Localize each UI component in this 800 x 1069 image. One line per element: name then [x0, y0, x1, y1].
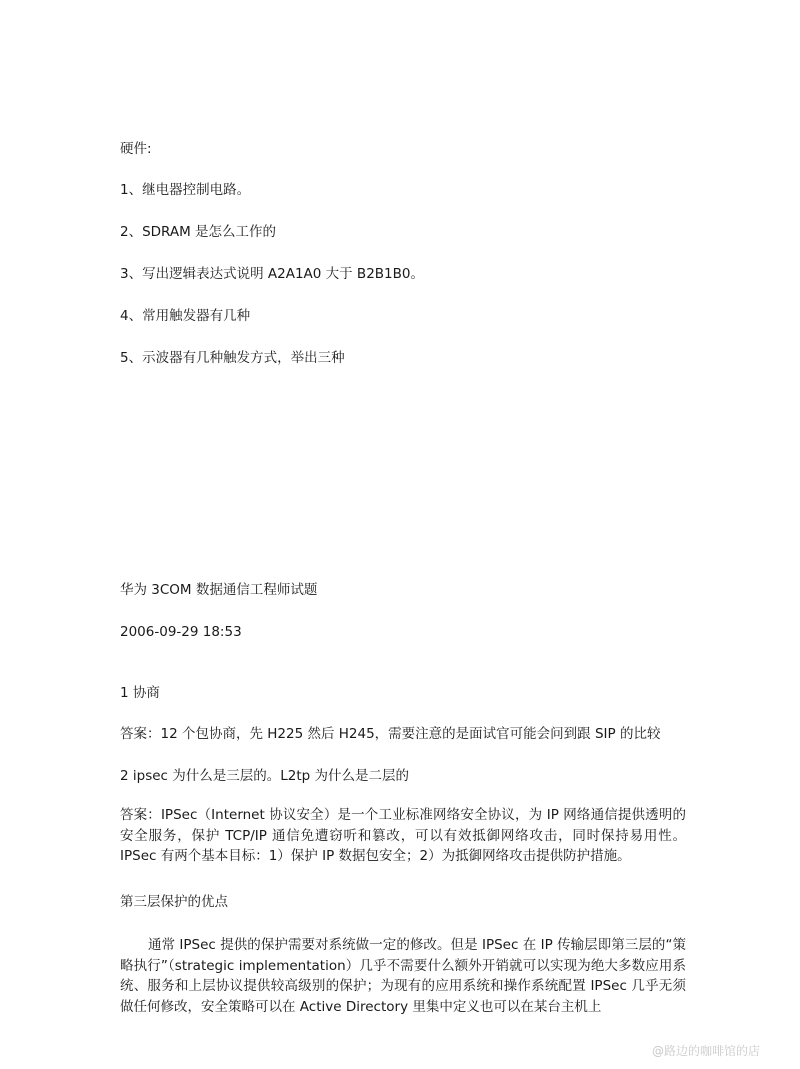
- hardware-item-5: 5、示波器有几种触发方式，举出三种: [120, 350, 345, 366]
- article-title: 华为 3COM 数据通信工程师试题: [120, 582, 318, 598]
- answer-2: 答案：IPSec（Internet 协议安全）是一个工业标准网络安全协议，为 IP 网络通信提供透明的安全服务，保护 TCP/IP 通信免遭窃听和篡改，可以有效抵御网络攻击，同时保持易用性。IPSec 有两个基本目标：1）保护 IP 数据包安全；2）为抵御网络攻击提供防护措施。: [120, 807, 686, 864]
- question-1: 1 协商: [120, 685, 160, 701]
- hardware-item-4: 4、常用触发器有几种: [120, 308, 251, 324]
- question-2: 2 ipsec 为什么是三层的。L2tp 为什么是二层的: [120, 768, 410, 784]
- hardware-item-2: 2、SDRAM 是怎么工作的: [120, 224, 277, 240]
- hardware-item-1: 1、继电器控制电路。: [120, 182, 251, 198]
- watermark: @路边的咖啡馆的店: [651, 1044, 760, 1058]
- section-heading: 第三层保护的优点: [120, 894, 228, 910]
- hardware-heading: 硬件:: [120, 141, 152, 157]
- article-date: 2006-09-29 18:53: [120, 624, 242, 640]
- hardware-item-3: 3、写出逻辑表达式说明 A2A1A0 大于 B2B1B0。: [120, 266, 424, 282]
- answer-1: 答案：12 个包协商，先 H225 然后 H245，需要注意的是面试官可能会问到跟 SIP 的比较: [120, 726, 661, 742]
- section-body: 通常 IPSec 提供的保护需要对系统做一定的修改。但是 IPSec 在 IP 传输层即第三层的“策略执行”（strategic implementation）几乎不需要什么额外开销就可以实现为绝大多数应用系统、服务和上层协议提供较高级别的保护；为现有的应用系统和操作系统配置 IPSec 几乎无须做任何修改，安全策略可以在 Active Directory 里集中定义也可以在某台主机上: [120, 937, 686, 1015]
